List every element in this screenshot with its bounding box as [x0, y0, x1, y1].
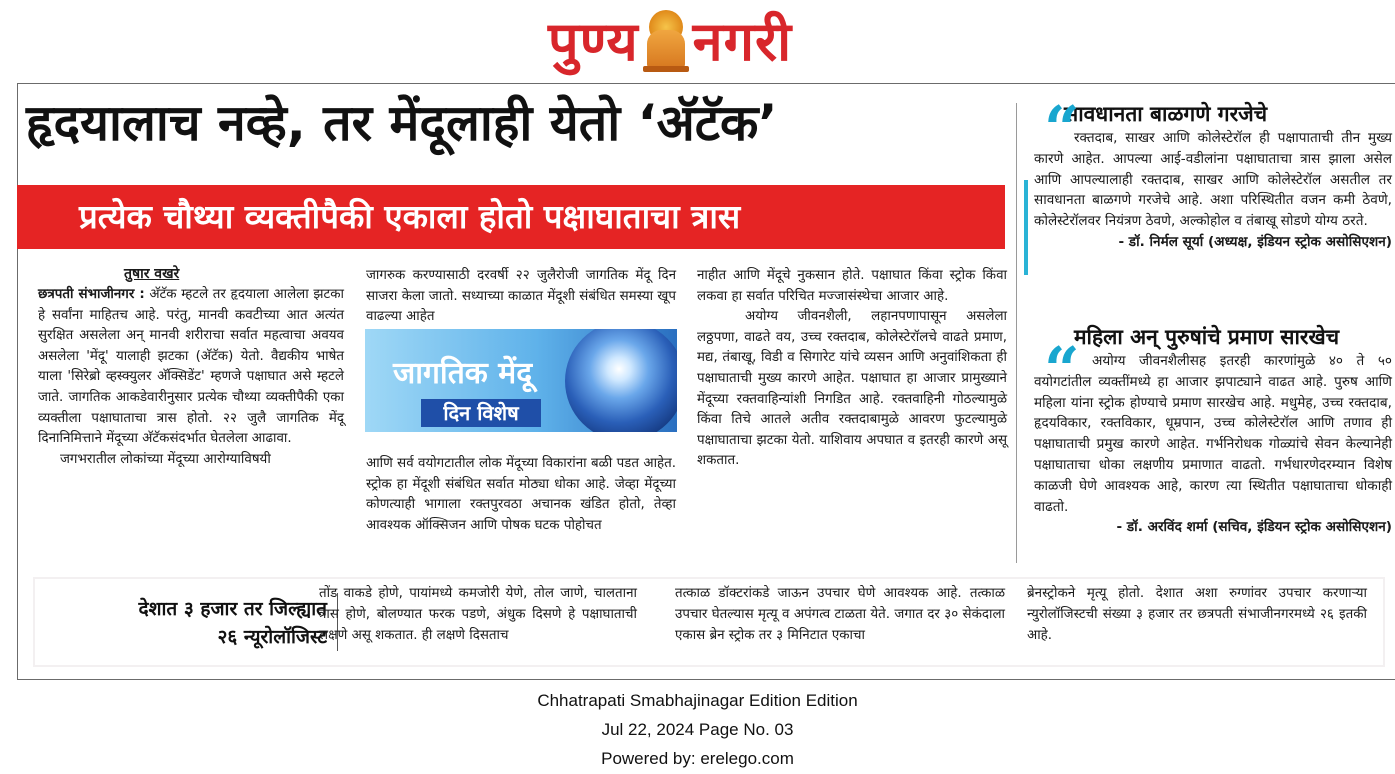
- banner-subtitle: दिन विशेष: [421, 399, 541, 427]
- quote-mark-icon: “: [1044, 92, 1080, 165]
- subheadline-bar: [17, 185, 1005, 249]
- article-column-2-bottom: [366, 454, 676, 536]
- neurologist-count-box: [33, 577, 1385, 667]
- sidebar-box-caution: [1034, 92, 1392, 253]
- article-column-3: [697, 266, 1007, 472]
- sidebar-text: अयोग्य जीवनशैलीसह इतरही कारणांमुळे ४० ते ५० वयोगटांतील व्यक्तींमध्ये हा आजार झपाट्याने वाढत आहे. पुरुष आणि महिला यांना स्ट्रोक होण्याचे प्रमाण सारखेच आहे. मधुमेह, उच्च रक्तदाब, हृदयविकार, रक्तविकार, धूम्रपान, उच्च कोलेस्टेरॉल आणि तणाव ही पक्षाघाताची प्रमुख कारणे आहेत. गर्भनिरोधक गोळ्यांचे सेवन केल्यानेही पक्षाघाताचा धोका लक्षणीय प्रमाणात वाढतो. गर्भधारणेदरम्यान विशेष काळजी घेणे आवश्यक आहे, कारण त्या स्थितीत पक्षाघाताचा धोकाही वाढतो.: [1034, 353, 1392, 515]
- footer-powered-by[interactable]: Powered by: erelego.com: [601, 749, 794, 768]
- sidebar-heading: महिला अन् पुरुषांचे प्रमाण सारखेच: [1074, 325, 1340, 349]
- article-headline: हृदयालाच नव्हे, तर मेंदूलाही येतो ‘अ‍ॅटॅक’: [26, 94, 778, 152]
- sidebar-signature: - डॉ. अरविंद शर्मा (सचिव, इंडियन स्ट्रोक असोसिएशन): [1116, 519, 1392, 536]
- column-divider: [1016, 103, 1017, 563]
- footer-edition: Chhatrapati Smabhajinagar Edition Edition: [537, 691, 858, 710]
- sidebar-signature: - डॉ. निर्मल सूर्या (अध्यक्ष, इंडियन स्ट्रोक असोसिएशन): [1118, 233, 1392, 250]
- masthead: [0, 0, 1395, 82]
- bottom-box-column-1: तोंड वाकडे होणे, पायांमध्ये कमजोरी येणे, तोल जाणे, चालताना त्रास होणे, बोलण्यात फरक पडणे, अंधुक दिसणे हे पक्षाघाताची लक्षणे असू शकतात. ही लक्षणे दिसताच: [319, 586, 637, 643]
- article-text: अ‍ॅटॅक म्हटले तर हृदयाला आलेला झटका हे सर्वांना माहितच आहे. परंतु, मानवी कवटीच्या आत अत्यंत सुरक्षित असलेला अन् मानवी शरीराचा सर्वात महत्वाचा अवयव असलेला 'मेंदू' यालाही झटका (अ‍ॅटॅक) येतो. वैद्यकीय भाषेत याला 'सिरेब्रो व्हस्क्युलर अ‍ॅक्सिडेंट' म्हणजे पक्षाघात असे म्हटले जाते. जागतिक आकडेवारीनुसार प्रत्येक चौथ्या व्यक्तीपैकी एका व्यक्तीला पक्षाघाताचा त्रास होतो. २२ जुलै जागतिक मेंदू दिनानिमित्ताने मेंदूच्या अ‍ॅटॅकसंदर्भात घेतलेला आढावा.: [38, 287, 344, 447]
- logo-right-text: नगरी: [692, 9, 793, 73]
- logo-left-text: पुण्य: [548, 9, 639, 73]
- bottom-box-heading: देशात ३ हजार तर जिल्ह्यात २६ न्यूरोलॉजिस्ट: [138, 598, 327, 648]
- article-paragraph: [38, 285, 344, 450]
- article-byline: तुषार वखरे: [124, 266, 180, 282]
- article-dateline: छत्रपती संभाजीनगर :: [38, 287, 145, 302]
- banner-title: जागतिक मेंदू: [393, 356, 533, 391]
- sidebar-box-gender-ratio: [1034, 323, 1392, 538]
- quote-mark-icon: “: [1044, 333, 1080, 406]
- article-paragraph: नाहीत आणि मेंदूचे नुकसान होते. पक्षाघात किंवा स्ट्रोक किंवा लकवा हा सर्वात परिचित मज्जासंस्थेचा आजार आहे.: [697, 268, 1007, 304]
- article-subheadline: प्रत्येक चौथ्या व्यक्तीपैकी एकाला होतो पक्षाघाताचा त्रास: [79, 197, 741, 236]
- brain-icon: [565, 329, 677, 432]
- sidebar-heading: सावधानता बाळगणे गरजेचे: [1064, 102, 1268, 126]
- footer-date-page: Jul 22, 2024 Page No. 03: [601, 720, 794, 739]
- article-column-2-top: [366, 266, 676, 328]
- article-paragraph: आणि सर्व वयोगटातील लोक मेंदूच्या विकारांना बळी पडत आहेत. स्ट्रोक हा मेंदूशी संबंधित सर्वात मोठ्या धोका आहे. जेव्हा मेंदूच्या कोणत्याही भागाला रक्तपुरवठा अचानक खंडित होतो, तेव्हा आवश्यक ऑक्सिजन आणि पोषक घटक पोहोचत: [366, 456, 676, 533]
- edition-footer: [0, 686, 1395, 773]
- bottom-box-column-2: तत्काळ डॉक्टरांकडे जाऊन उपचार घेणे आवश्यक आहे. तत्काळ उपचार घेतल्यास मृत्यू व अपंगत्व टाळता येते. जगात दर ३० सेकंदाला एकास ब्रेन स्ट्रोक तर ३ मिनिटात एकाचा: [675, 586, 1005, 643]
- article-column-1: [38, 285, 344, 470]
- accent-divider: [1024, 180, 1028, 275]
- ganesh-icon: [643, 10, 689, 72]
- sidebar-text: रक्तदाब, साखर आणि कोलेस्टेरॉल ही पक्षापाताची तीन मुख्य कारणे आहेत. आपल्या आई-वडीलांना पक्षाघाताचा त्रास झाला असेल आणि आपल्यालाही रक्तदाब, साखर आणि कोलेस्टेरॉल असतील तर सावधानता बाळगणे गरजेचे आहे. अशा परिस्थितीत वजन कमी ठेवणे, कोलेस्टेरॉलवर नियंत्रण ठेवणे, अल्कोहोल व तंबाखू सोडणे योग्य ठरते.: [1034, 130, 1392, 230]
- article-paragraph: जगभरातील लोकांच्या मेंदूच्या आरोग्याविषयी: [60, 451, 271, 467]
- article-paragraph: जागरुक करण्यासाठी दरवर्षी २२ जुलैरोजी जागतिक मेंदू दिन साजरा केला जातो. सध्याच्या काळात मेंदूशी संबंधित समस्या खूप वाढल्या आहेत: [366, 268, 676, 325]
- bottom-box-column-3: ब्रेनस्ट्रोकने मृत्यू होतो. देशात अशा रुग्णांवर उपचार करणाऱ्या न्युरोलॉजिस्टची संख्या ३ हजार तर छत्रपती संभाजीनगरमध्ये २६ इतकी आहे.: [1027, 586, 1367, 643]
- article-paragraph: अयोग्य जीवनशैली, लहानपणापासून असलेला लठ्ठपणा, वाढते वय, उच्च रक्तदाब, कोलेस्टेरॉलचे वाढते प्रमाण, मद्य, तंबाखू, विडी व सिगारेट यांचे व्यसन आणि अनुवांशिकता ही पक्षाघाताची मुख्य कारणे आहेत. पक्षाघात हा आजार प्रामुख्याने मेंदूच्या रक्तवाहिन्यांशी निगडित आहे. रक्तवाहिनी गोठल्यामुळे किंवा तिचे आतले अतीव रक्तदाबामुळे आवरण फुटल्यामुळे पक्षाघाताचा झटका येतो. याशिवाय अपघात व इतरही कारणे असू शकतात.: [697, 309, 1007, 469]
- world-brain-day-banner: [365, 329, 677, 432]
- newspaper-logo[interactable]: [548, 4, 792, 78]
